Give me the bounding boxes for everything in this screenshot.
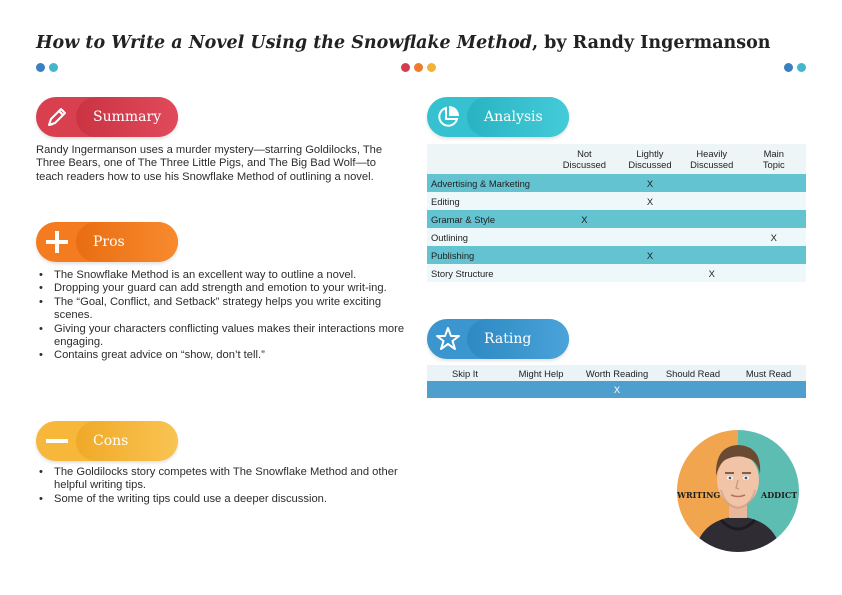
analysis-label: Analysis <box>484 109 543 125</box>
row-mark <box>618 264 682 282</box>
star-icon <box>427 319 469 359</box>
list-item: • Giving your characters conflicting values makes their interactions more engaging. <box>36 323 414 350</box>
analysis-corner <box>427 144 551 174</box>
column-header: Lightly Discussed <box>618 144 682 174</box>
row-mark <box>682 228 742 246</box>
row-mark: X <box>618 174 682 192</box>
rating-mark: X <box>579 381 655 398</box>
table-row <box>427 228 806 246</box>
row-mark <box>682 210 742 228</box>
pie-chart-icon <box>427 97 469 137</box>
row-topic: Outlining <box>427 228 551 246</box>
rating-header-row <box>427 365 806 381</box>
table-row <box>427 264 806 282</box>
row-mark <box>551 192 618 210</box>
row-mark <box>551 228 618 246</box>
rating-mark <box>503 381 579 398</box>
list-item: • Dropping your guard can add strength and emotion to your writ-ing. <box>36 282 414 295</box>
column-header: Worth Reading <box>579 365 655 381</box>
pros-label: Pros <box>93 234 125 250</box>
row-mark: X <box>618 192 682 210</box>
decorative-dots-center <box>401 63 436 72</box>
decorative-dots-right <box>784 63 806 72</box>
column-header: Heavily Discussed <box>682 144 742 174</box>
writing-addict-logo <box>675 428 801 554</box>
decorative-dots-left <box>36 63 58 72</box>
cons-header <box>36 421 178 461</box>
list-item: • The “Goal, Conflict, and Setback” strategy helps you write exciting scenes. <box>36 296 414 323</box>
row-topic: Advertising & Marketing <box>427 174 551 192</box>
row-mark <box>742 246 806 264</box>
table-row <box>427 210 806 228</box>
rating-header <box>427 319 569 359</box>
row-mark <box>682 192 742 210</box>
cons-list <box>36 466 414 506</box>
column-header: Might Help <box>503 365 579 381</box>
row-mark: X <box>742 228 806 246</box>
row-topic: Gramar & Style <box>427 210 551 228</box>
logo-text-right: ADDICT <box>761 490 798 500</box>
row-topic: Story Structure <box>427 264 551 282</box>
column-header: Should Read <box>655 365 731 381</box>
row-mark <box>618 210 682 228</box>
row-mark <box>618 228 682 246</box>
summary-header <box>36 97 178 137</box>
row-mark <box>551 246 618 264</box>
pill-shade <box>76 222 178 262</box>
table-row <box>427 192 806 210</box>
row-mark: X <box>682 264 742 282</box>
row-mark <box>742 192 806 210</box>
dot <box>414 63 423 72</box>
dot <box>36 63 45 72</box>
rating-row <box>427 381 806 398</box>
dot <box>401 63 410 72</box>
book-title: How to Write a Novel Using the Snowflake Method <box>36 33 532 53</box>
summary-text: Randy Ingermanson uses a murder mystery—starring Goldilocks, The Three Bears, one of The Three Little Pigs, and The Big Bad Wolf—to teach readers how to use his Snowflake Method of outlining a novel. <box>36 144 383 183</box>
column-header: Skip It <box>427 365 503 381</box>
row-mark: X <box>551 210 618 228</box>
byline: , by Randy Ingermanson <box>531 33 771 53</box>
list-item: • The Snowflake Method is an excellent way to outline a novel. <box>36 269 414 282</box>
plus-icon <box>36 222 78 262</box>
rating-mark <box>731 381 806 398</box>
table-row <box>427 174 806 192</box>
pros-list <box>36 269 414 363</box>
row-mark <box>682 174 742 192</box>
row-mark <box>742 174 806 192</box>
dot <box>427 63 436 72</box>
dot <box>784 63 793 72</box>
pros-header <box>36 222 178 262</box>
table-row <box>427 246 806 264</box>
analysis-table <box>427 144 806 282</box>
column-header: Main Topic <box>742 144 806 174</box>
row-mark <box>742 264 806 282</box>
analysis-header <box>427 97 569 137</box>
minus-icon <box>36 421 78 461</box>
dot <box>797 63 806 72</box>
row-mark <box>551 264 618 282</box>
row-mark <box>551 174 618 192</box>
row-mark <box>742 210 806 228</box>
rating-label: Rating <box>484 331 532 347</box>
list-item: • The Goldilocks story competes with The Snowflake Method and other helpful writing tips. <box>36 466 414 493</box>
list-item: • Contains great advice on “show, don’t tell.” <box>36 349 414 362</box>
rating-mark <box>655 381 731 398</box>
list-item: • Some of the writing tips could use a deeper discussion. <box>36 493 414 506</box>
rating-mark <box>427 381 503 398</box>
rating-table <box>427 365 806 398</box>
summary-label: Summary <box>93 109 162 125</box>
row-mark: X <box>618 246 682 264</box>
page-title <box>36 33 816 53</box>
column-header: Not Discussed <box>551 144 618 174</box>
row-topic: Publishing <box>427 246 551 264</box>
row-mark <box>682 246 742 264</box>
cons-label: Cons <box>93 433 129 449</box>
analysis-header-row <box>427 144 806 174</box>
row-topic: Editing <box>427 192 551 210</box>
pencil-icon <box>36 97 78 137</box>
dot <box>49 63 58 72</box>
logo-text-left: WRITING <box>677 490 721 500</box>
column-header: Must Read <box>731 365 806 381</box>
